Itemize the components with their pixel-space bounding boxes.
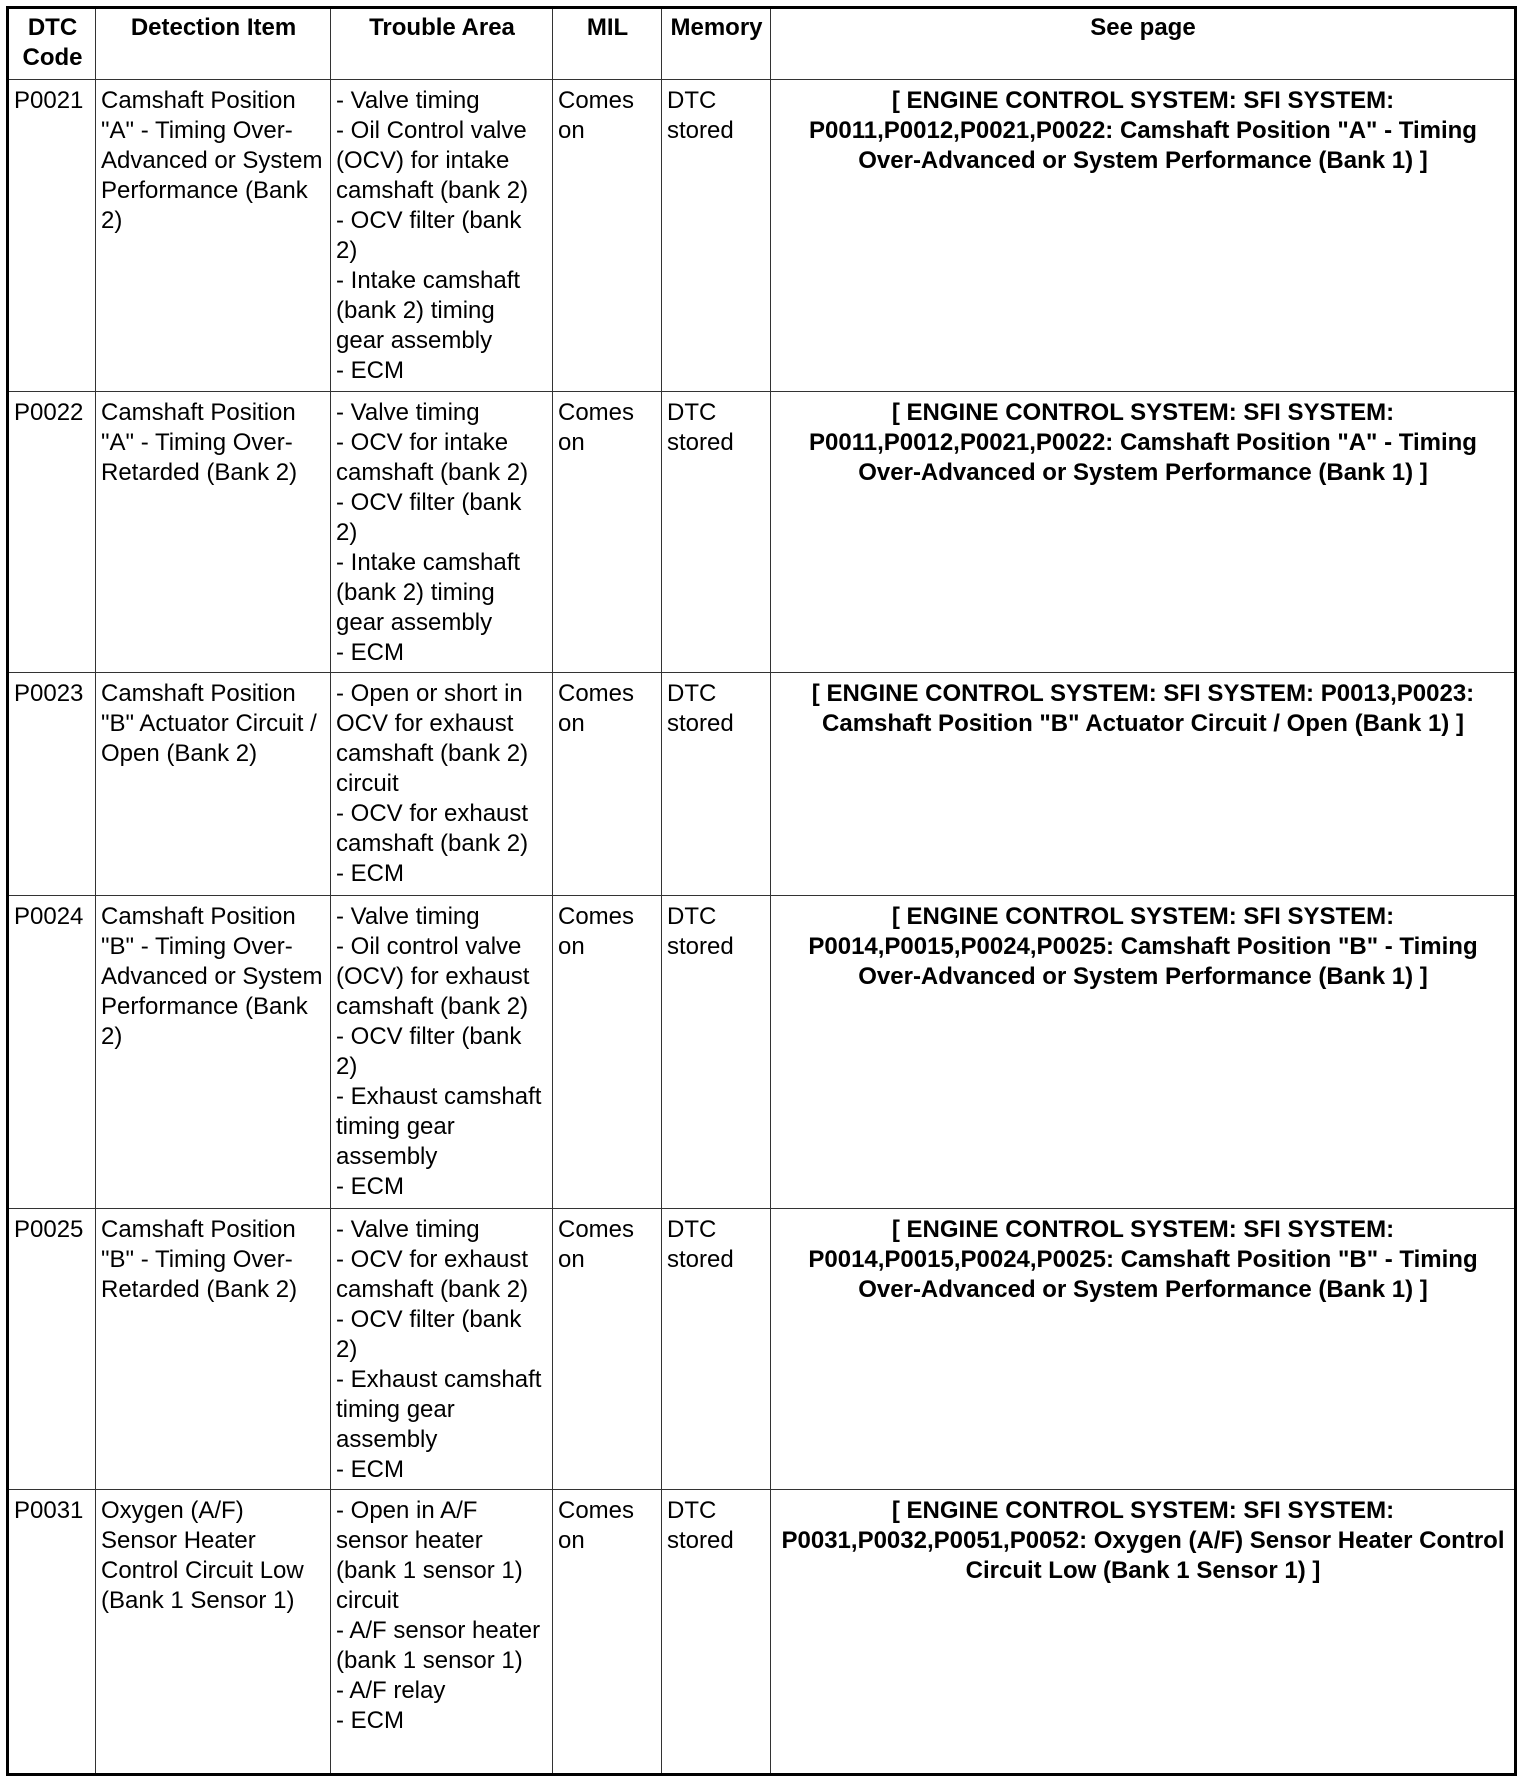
trouble-area-cell xyxy=(331,673,553,896)
detection-item-cell: Camshaft Position "A" - Timing Over-Advanced or System Performance (Bank 2) xyxy=(96,80,331,392)
trouble-area-item: - OCV for exhaust camshaft (bank 2) xyxy=(336,1246,529,1303)
table-row xyxy=(8,1490,1516,1775)
see-page-cell: [ ENGINE CONTROL SYSTEM: SFI SYSTEM: P0011,P0012,P0021,P0022: Camshaft Position "A" - Timing Over-Advanced or System Performance (Bank 1) ] xyxy=(771,392,1516,673)
dtc-code-cell: P0025 xyxy=(8,1209,96,1490)
memory-cell: DTC stored xyxy=(662,673,771,896)
dtc-code-cell: P0023 xyxy=(8,673,96,896)
detection-item-cell: Camshaft Position "A" - Timing Over-Retarded (Bank 2) xyxy=(96,392,331,673)
header-trouble-area: Trouble Area xyxy=(331,8,553,80)
mil-cell: Comes on xyxy=(553,80,662,392)
trouble-area-item: - Intake camshaft (bank 2) timing gear assembly xyxy=(336,549,521,636)
detection-item-cell: Camshaft Position "B" - Timing Over-Retarded (Bank 2) xyxy=(96,1209,331,1490)
trouble-area-item: - Open or short in OCV for exhaust camshaft (bank 2) circuit xyxy=(336,680,529,797)
mil-cell: Comes on xyxy=(553,1490,662,1775)
header-dtc-code: DTC Code xyxy=(8,8,96,80)
dtc-code-cell: P0021 xyxy=(8,80,96,392)
trouble-area-item: - A/F relay xyxy=(336,1677,446,1704)
trouble-area-item: - OCV filter (bank 2) xyxy=(336,1306,522,1363)
table-body xyxy=(8,80,1516,1775)
table-row xyxy=(8,1209,1516,1490)
mil-cell: Comes on xyxy=(553,1209,662,1490)
see-page-cell: [ ENGINE CONTROL SYSTEM: SFI SYSTEM: P0031,P0032,P0051,P0052: Oxygen (A/F) Sensor Heater Control Circuit Low (Bank 1 Sensor 1) ] xyxy=(771,1490,1516,1775)
table-header-row xyxy=(8,8,1516,80)
trouble-area-item: - Valve timing xyxy=(336,399,480,426)
see-page-cell: [ ENGINE CONTROL SYSTEM: SFI SYSTEM: P0014,P0015,P0024,P0025: Camshaft Position "B" - Timing Over-Advanced or System Performance (Bank 1) ] xyxy=(771,1209,1516,1490)
table-row xyxy=(8,896,1516,1209)
header-memory: Memory xyxy=(662,8,771,80)
trouble-area-item: - Valve timing xyxy=(336,87,480,114)
trouble-area-cell xyxy=(331,1209,553,1490)
trouble-area-item: - Exhaust camshaft timing gear assembly xyxy=(336,1366,542,1453)
trouble-area-cell xyxy=(331,896,553,1209)
trouble-area-item: - ECM xyxy=(336,860,404,887)
trouble-area-item: - Valve timing xyxy=(336,1216,480,1243)
trouble-area-item: - ECM xyxy=(336,1456,404,1483)
trouble-area-item: - Oil Control valve (OCV) for intake camshaft (bank 2) xyxy=(336,117,529,204)
see-page-cell: [ ENGINE CONTROL SYSTEM: SFI SYSTEM: P0013,P0023: Camshaft Position "B" Actuator Circuit / Open (Bank 1) ] xyxy=(771,673,1516,896)
table-row xyxy=(8,80,1516,392)
dtc-code-cell: P0031 xyxy=(8,1490,96,1775)
memory-cell: DTC stored xyxy=(662,80,771,392)
trouble-area-item: - ECM xyxy=(336,1707,404,1734)
trouble-area-item: - OCV filter (bank 2) xyxy=(336,1023,522,1080)
mil-cell: Comes on xyxy=(553,392,662,673)
trouble-area-cell xyxy=(331,392,553,673)
mil-cell: Comes on xyxy=(553,896,662,1209)
trouble-area-item: - Exhaust camshaft timing gear assembly xyxy=(336,1083,542,1170)
dtc-code-cell: P0024 xyxy=(8,896,96,1209)
header-detection-item: Detection Item xyxy=(96,8,331,80)
trouble-area-item: - OCV for intake camshaft (bank 2) xyxy=(336,429,529,486)
trouble-area-item: - OCV filter (bank 2) xyxy=(336,489,522,546)
trouble-area-item: - OCV for exhaust camshaft (bank 2) xyxy=(336,800,529,857)
see-page-cell: [ ENGINE CONTROL SYSTEM: SFI SYSTEM: P0014,P0015,P0024,P0025: Camshaft Position "B" - Timing Over-Advanced or System Performance (Bank 1) ] xyxy=(771,896,1516,1209)
memory-cell: DTC stored xyxy=(662,392,771,673)
trouble-area-item: - Open in A/F sensor heater (bank 1 sensor 1) circuit xyxy=(336,1497,523,1614)
header-mil: MIL xyxy=(553,8,662,80)
trouble-area-item: - ECM xyxy=(336,357,404,384)
trouble-area-item: - Oil control valve (OCV) for exhaust camshaft (bank 2) xyxy=(336,933,530,1020)
trouble-area-cell xyxy=(331,80,553,392)
trouble-area-item: - Intake camshaft (bank 2) timing gear assembly xyxy=(336,267,521,354)
trouble-area-item: - OCV filter (bank 2) xyxy=(336,207,522,264)
see-page-cell: [ ENGINE CONTROL SYSTEM: SFI SYSTEM: P0011,P0012,P0021,P0022: Camshaft Position "A" - Timing Over-Advanced or System Performance (Bank 1) ] xyxy=(771,80,1516,392)
trouble-area-item: - ECM xyxy=(336,639,404,666)
trouble-area-cell xyxy=(331,1490,553,1775)
trouble-area-item: - Valve timing xyxy=(336,903,480,930)
trouble-area-item: - A/F sensor heater (bank 1 sensor 1) xyxy=(336,1617,541,1674)
table-row xyxy=(8,392,1516,673)
memory-cell: DTC stored xyxy=(662,896,771,1209)
header-see-page: See page xyxy=(771,8,1516,80)
detection-item-cell: Camshaft Position "B" Actuator Circuit / Open (Bank 2) xyxy=(96,673,331,896)
dtc-table xyxy=(6,6,1517,1776)
dtc-table-page xyxy=(6,6,1514,1774)
detection-item-cell: Camshaft Position "B" - Timing Over-Advanced or System Performance (Bank 2) xyxy=(96,896,331,1209)
memory-cell: DTC stored xyxy=(662,1490,771,1775)
table-row xyxy=(8,673,1516,896)
mil-cell: Comes on xyxy=(553,673,662,896)
trouble-area-item: - ECM xyxy=(336,1173,404,1200)
memory-cell: DTC stored xyxy=(662,1209,771,1490)
detection-item-cell: Oxygen (A/F) Sensor Heater Control Circuit Low (Bank 1 Sensor 1) xyxy=(96,1490,331,1775)
dtc-code-cell: P0022 xyxy=(8,392,96,673)
